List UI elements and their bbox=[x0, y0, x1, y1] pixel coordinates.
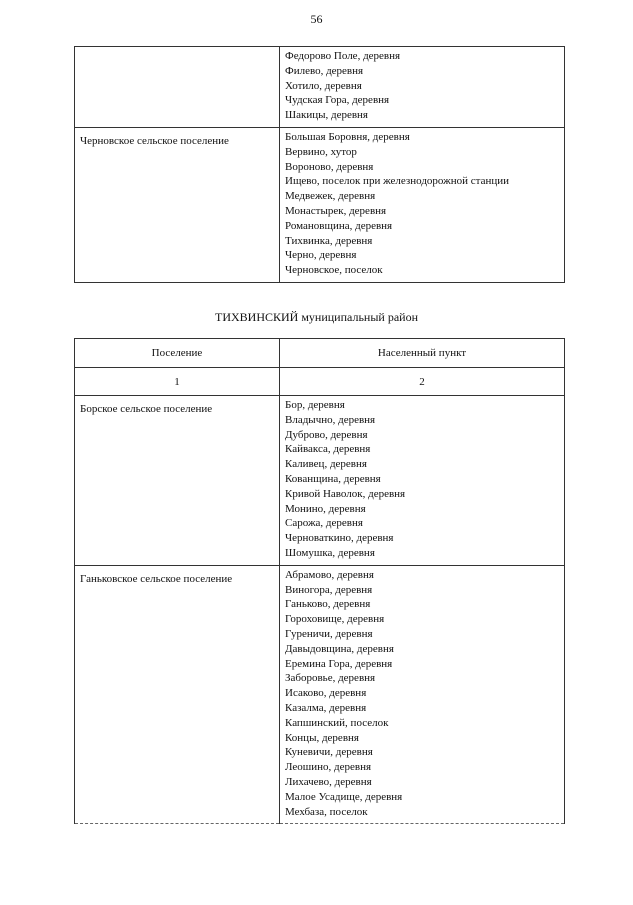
list-item: Тихвинка, деревня bbox=[285, 234, 373, 247]
list-item: Кривой Наволок, деревня bbox=[285, 487, 406, 500]
list-item: Заборовье, деревня bbox=[285, 672, 376, 685]
header-row bbox=[75, 339, 565, 368]
list-item: Малое Усадище, деревня bbox=[285, 790, 403, 803]
list-item: Большая Боровня, деревня bbox=[285, 130, 410, 143]
list-item: Лихачево, деревня bbox=[285, 775, 372, 788]
list-item: Кованщина, деревня bbox=[285, 472, 381, 485]
list-item: Чудская Гора, деревня bbox=[285, 94, 390, 107]
column-number: 1 bbox=[75, 368, 280, 396]
list-item: Концы, деревня bbox=[285, 731, 359, 744]
list-item: Сарожа, деревня bbox=[285, 517, 363, 530]
list-item: Монастырек, деревня bbox=[285, 204, 387, 217]
list-item: Шакицы, деревня bbox=[285, 109, 368, 122]
list-item: Монино, деревня bbox=[285, 502, 366, 515]
district-title: ТИХВИНСКИЙ муниципальный район bbox=[214, 310, 418, 324]
list-item: Еремина Гора, деревня bbox=[285, 657, 393, 670]
list-item: Виногора, деревня bbox=[285, 583, 373, 596]
localities-cell bbox=[280, 127, 565, 282]
list-item: Исаково, деревня bbox=[285, 687, 367, 700]
table-row bbox=[75, 127, 565, 282]
list-item: Дуброво, деревня bbox=[285, 428, 368, 441]
main-table bbox=[74, 338, 565, 824]
list-item: Бор, деревня bbox=[285, 399, 345, 411]
localities-cell bbox=[280, 565, 565, 824]
column-header-locality: Населенный пункт bbox=[280, 339, 565, 368]
column-number: 2 bbox=[280, 368, 565, 396]
settlement-cell: Ганьковское сельское поселение bbox=[75, 565, 280, 824]
list-item: Романовщина, деревня bbox=[285, 219, 393, 232]
list-item: Вервино, хутор bbox=[285, 145, 357, 158]
list-item: Филево, деревня bbox=[285, 64, 364, 77]
list-item: Хотило, деревня bbox=[285, 79, 362, 92]
settlement-cell: Черновское сельское поселение bbox=[75, 127, 280, 282]
list-item: Куневичи, деревня bbox=[285, 746, 373, 759]
list-item: Каливец, деревня bbox=[285, 458, 367, 471]
list-item: Гуреничи, деревня bbox=[285, 627, 373, 640]
list-item: Владычно, деревня bbox=[285, 413, 376, 426]
list-item: Черно, деревня bbox=[285, 249, 357, 262]
settlement-cell bbox=[75, 47, 280, 128]
list-item: Федорово Поле, деревня bbox=[285, 50, 401, 62]
list-item: Капшинский, поселок bbox=[285, 716, 389, 729]
list-item: Казалма, деревня bbox=[285, 701, 367, 714]
list-item: Мехбаза, поселок bbox=[285, 805, 368, 818]
list-item: Ищево, поселок при железнодорожной станции bbox=[285, 175, 510, 188]
top-table bbox=[74, 46, 565, 283]
column-number-row bbox=[75, 368, 565, 396]
list-item: Черновское, поселок bbox=[285, 264, 383, 277]
table-row bbox=[75, 565, 565, 824]
column-header-settlement: Поселение bbox=[75, 339, 280, 368]
page-number: 56 bbox=[310, 12, 323, 26]
settlement-cell: Борское сельское поселение bbox=[75, 396, 280, 566]
list-item: Давыдовщина, деревня bbox=[285, 642, 394, 655]
list-item: Медвежек, деревня bbox=[285, 190, 376, 203]
list-item: Гороховище, деревня bbox=[285, 613, 385, 626]
table-row bbox=[75, 47, 565, 128]
localities-cell bbox=[280, 396, 565, 566]
list-item: Абрамово, деревня bbox=[285, 568, 374, 581]
list-item: Кайвакса, деревня bbox=[285, 443, 371, 456]
localities-cell bbox=[280, 47, 565, 128]
list-item: Ганьково, деревня bbox=[285, 598, 371, 611]
list-item: Вороново, деревня bbox=[285, 160, 374, 173]
table-row bbox=[75, 396, 565, 566]
list-item: Черноваткино, деревня bbox=[285, 532, 394, 545]
list-item: Леошино, деревня bbox=[285, 761, 372, 774]
list-item: Шомушка, деревня bbox=[285, 546, 375, 559]
